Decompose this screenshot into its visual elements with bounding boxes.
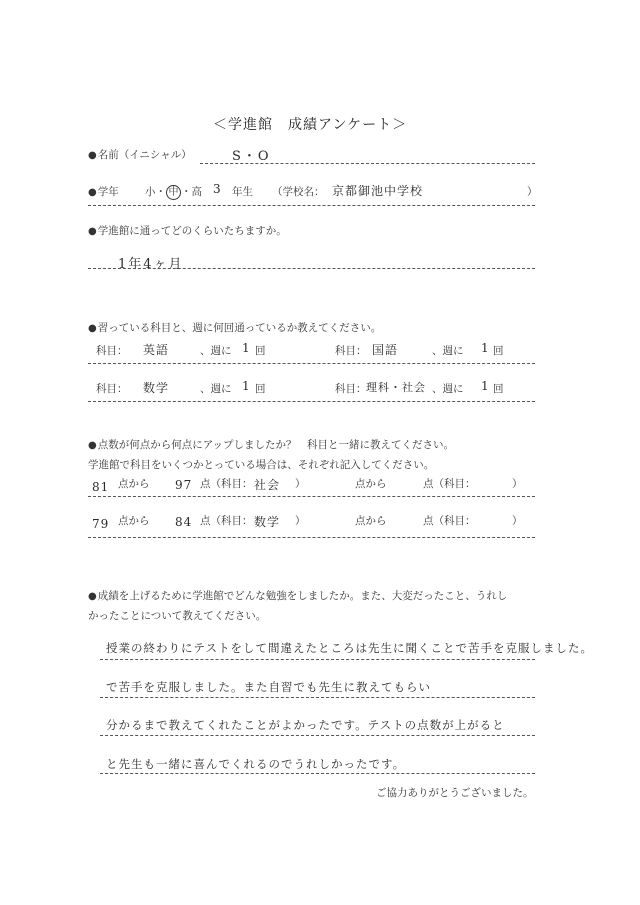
subject-label: 科目： <box>96 345 128 357</box>
subjects-underline <box>88 363 535 364</box>
subject-label: 科目： <box>335 345 367 357</box>
grade-middle-circled: 中 <box>166 185 181 200</box>
grade-underline <box>88 205 535 206</box>
score-subject-close: ） <box>512 478 523 490</box>
grade-high: ・高 <box>181 186 202 198</box>
duration-answer: 1年4ヶ月 <box>118 257 184 272</box>
duration-question: ● 学進館に通ってどのくらいたちますか。 <box>88 223 287 238</box>
subject-answer: 国語 <box>372 343 399 357</box>
score-to-answer: 84 <box>175 515 193 529</box>
grade-year-unit: 年生 <box>232 186 253 198</box>
study-answer-line: で苦手を克服しました。また自習でも先生に教えてもらい <box>106 680 431 694</box>
score-subject-label: 点（科目： <box>423 478 476 490</box>
weekly-answer: 1 <box>242 379 251 393</box>
page-title: ＜学進館 成績アンケート＞ <box>213 117 408 133</box>
score-subject-label: 点（科目： <box>423 515 476 527</box>
scores-underline <box>88 496 535 497</box>
subject-label: 科目： <box>335 383 367 395</box>
score-from-label: 点から <box>355 478 387 490</box>
subjects-underline <box>88 401 535 402</box>
name-underline <box>200 163 535 164</box>
scores-question: ● 点数が何点から何点にアップしましたか？ 科目と一緒に教えてください。 <box>88 437 454 452</box>
score-subject-close: ） <box>512 515 523 527</box>
times-unit: 回 <box>255 345 266 357</box>
score-to-answer: 97 <box>175 478 193 492</box>
times-unit: 回 <box>255 383 266 395</box>
name-question: ● 名前（イニシャル） <box>88 147 192 162</box>
weekly-label: 、週に <box>200 383 232 395</box>
study-underline <box>100 697 535 698</box>
weekly-answer: 1 <box>481 379 490 393</box>
score-subject-label: 点（科目： <box>200 515 253 527</box>
study-answer-line: と先生も一緒に喜んでくれるのでうれしかったです。 <box>106 757 406 771</box>
scores-underline <box>88 537 535 538</box>
score-subject-label: 点（科目： <box>200 478 253 490</box>
subject-answer: 数学 <box>143 381 170 395</box>
school-close: ） <box>527 186 538 198</box>
weekly-label: 、週に <box>432 345 464 357</box>
closing-message: ご協力ありがとうございました。 <box>376 787 534 799</box>
study-underline <box>100 659 535 660</box>
scores-note: 学進館で科目をいくつかとっている場合は、それぞれ記入してください。 <box>88 459 435 471</box>
grade-elementary: 小・ <box>145 186 166 198</box>
score-from-label: 点から <box>118 478 150 490</box>
study-answer-line: 授業の終わりにテストをして間違えたところは先生に聞くことで苦手を克服しました。 <box>106 641 594 655</box>
score-subject-close: ） <box>295 515 306 527</box>
name-answer: S・O <box>232 149 271 164</box>
score-from-answer: 81 <box>92 480 110 494</box>
study-underline <box>100 773 535 774</box>
subject-answer: 理科・社会 <box>366 381 426 394</box>
study-underline <box>100 735 535 736</box>
study-answer-line: 分かるまで教えてくれたことがよかったです。テストの点数が上がると <box>106 718 505 732</box>
weekly-answer: 1 <box>481 341 490 355</box>
score-subject-close: ） <box>295 478 306 490</box>
times-unit: 回 <box>493 345 504 357</box>
score-subject-answer: 数学 <box>254 515 281 529</box>
subject-label: 科目： <box>96 383 128 395</box>
school-answer: 京都御池中学校 <box>332 184 424 198</box>
subject-answer: 英語 <box>143 343 170 357</box>
weekly-label: 、週に <box>200 345 232 357</box>
score-subject-answer: 社会 <box>254 478 281 492</box>
score-from-answer: 79 <box>92 517 110 531</box>
subjects-question: ● 習っている科目と、週に何回通っているか教えてください。 <box>88 320 381 335</box>
weekly-label: 、週に <box>432 383 464 395</box>
times-unit: 回 <box>493 383 504 395</box>
grade-question: ● 学年 <box>88 184 119 199</box>
grade-year-answer: 3 <box>213 182 222 196</box>
duration-underline <box>88 268 535 269</box>
score-from-label: 点から <box>355 515 387 527</box>
school-label: （学校名： <box>272 186 325 198</box>
grade-options <box>145 184 202 200</box>
score-from-label: 点から <box>118 515 150 527</box>
weekly-answer: 1 <box>242 341 251 355</box>
study-question: ● 成績を上げるために学進館でどんな勉強をしましたか。また、大変だったこと、うれし <box>88 588 507 603</box>
study-question-cont: かったことについて教えてください。 <box>88 610 267 622</box>
